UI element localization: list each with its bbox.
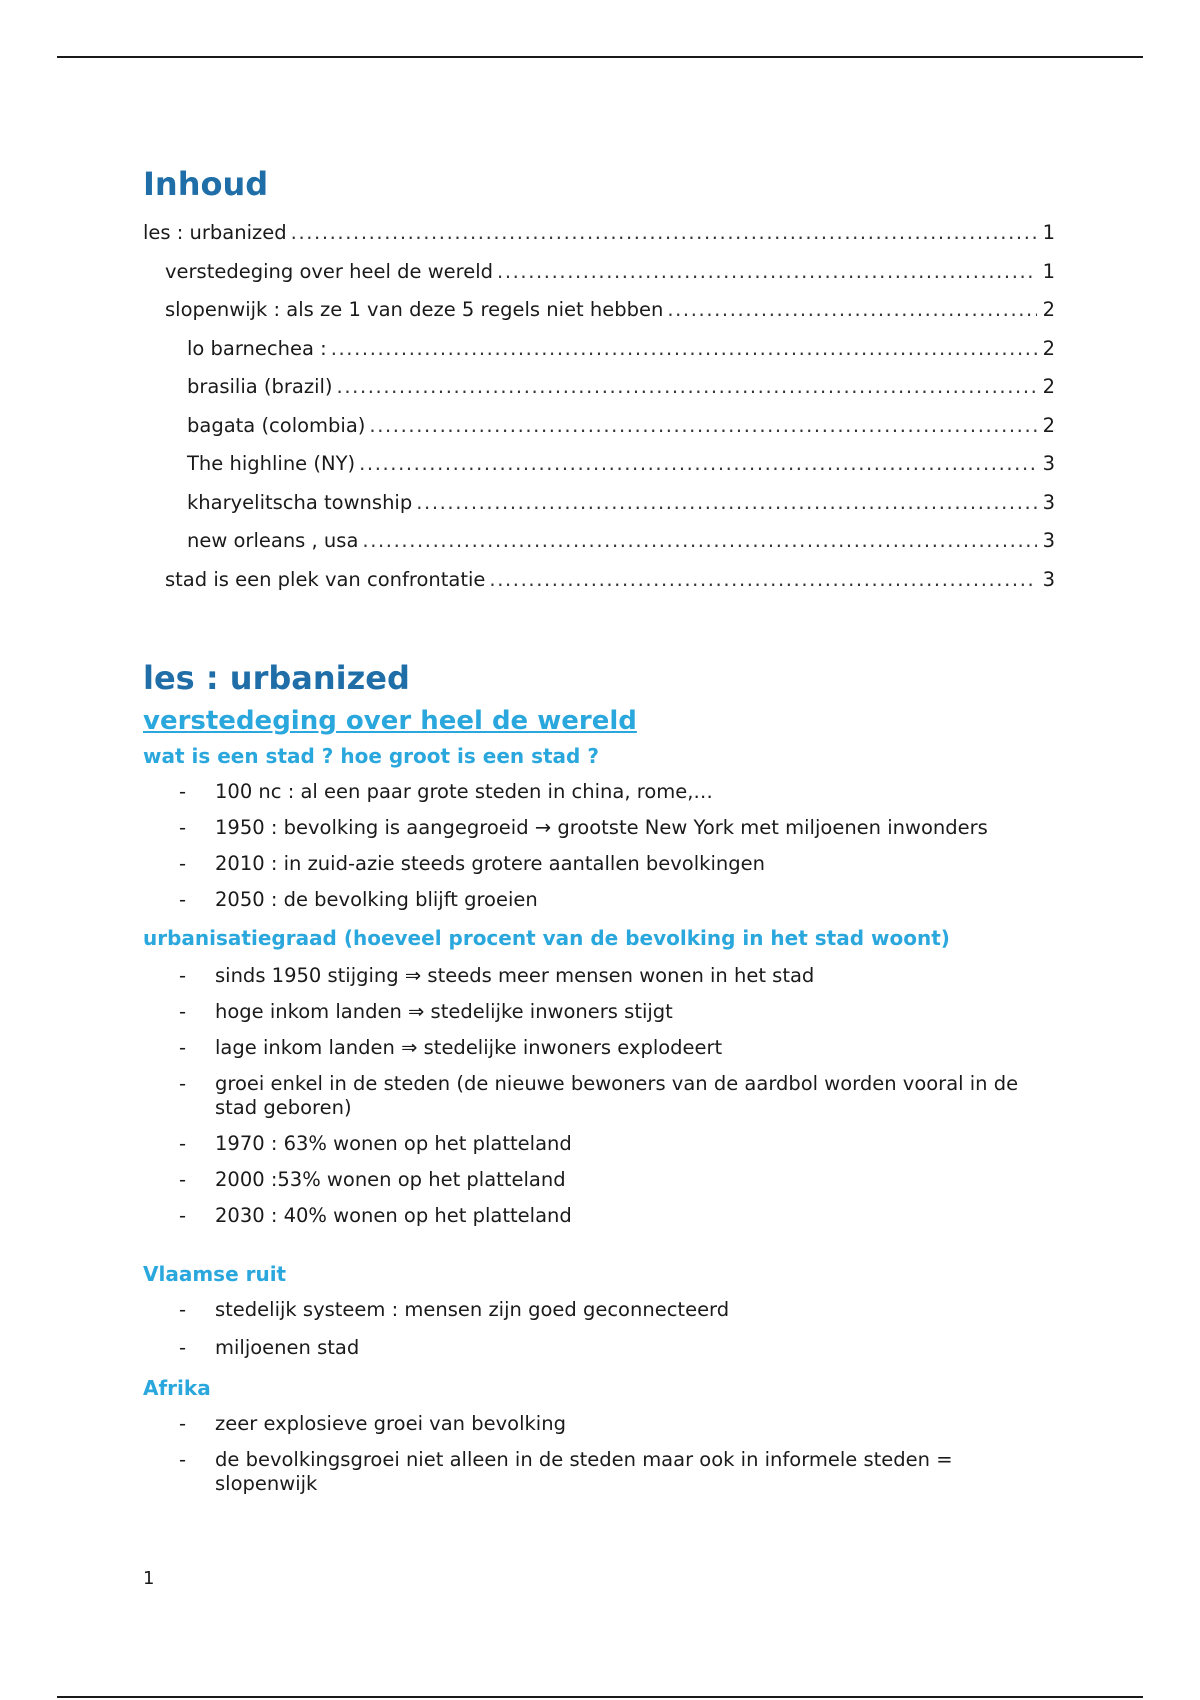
toc-entry-page: 3 — [1042, 529, 1055, 552]
toc-entry-page: 3 — [1042, 490, 1055, 514]
list-item: - 1970 : 63% wonen op het platteland — [143, 1132, 1055, 1156]
toc-entry-page: 2 — [1042, 336, 1055, 360]
bullet-list — [143, 1412, 1055, 1496]
toc-leader-dots — [291, 214, 1037, 253]
footer-rule — [57, 1696, 1143, 1698]
list-item: - stedelijk systeem : mensen zijn goed geconnecteerd — [143, 1298, 1055, 1322]
toc-entry-page: 1 — [1042, 221, 1055, 244]
toc-entry-page: 2 — [1042, 298, 1055, 321]
toc-entry[interactable] — [143, 368, 1055, 407]
list-item: - 2010 : in zuid-azie steeds grotere aantallen bevolkingen — [143, 852, 1055, 876]
toc-entry-page: 3 — [1042, 567, 1055, 591]
toc-leader-dots — [369, 407, 1037, 446]
toc-leader-dots — [489, 561, 1037, 600]
toc-leader-dots — [497, 253, 1037, 292]
heading-verstedeging: verstedeging over heel de wereld — [143, 706, 637, 736]
toc-entry[interactable] — [143, 522, 1055, 561]
toc-entry-page: 2 — [1042, 375, 1055, 398]
toc-entry[interactable] — [143, 330, 1055, 369]
section-urbanisatiegraad — [143, 924, 1055, 1228]
toc-entry-label: new orleans , usa — [187, 529, 359, 552]
toc-entry-page: 2 — [1042, 413, 1055, 437]
bullet-list — [143, 1298, 1055, 1360]
toc-leader-dots — [416, 484, 1037, 523]
toc-leader-dots — [362, 522, 1037, 561]
toc-entry-page: 3 — [1042, 452, 1055, 475]
heading-les-urbanized: les : urbanized — [143, 659, 410, 697]
list-item: - hoge inkom landen ⇒ stedelijke inwoners stijgt — [143, 1000, 1055, 1024]
toc-leader-dots — [331, 330, 1037, 369]
toc-entry[interactable] — [143, 407, 1055, 446]
toc-entry-label: lo barnechea : — [187, 336, 327, 360]
list-item: - 2030 : 40% wonen op het platteland — [143, 1204, 1055, 1228]
list-item: - 100 nc : al een paar grote steden in china, rome,… — [143, 780, 1055, 804]
toc-entry[interactable] — [143, 214, 1055, 253]
toc-entry-label: les : urbanized — [143, 221, 287, 244]
section-afrika — [143, 1374, 1055, 1496]
toc-entry-label: stad is een plek van confrontatie — [165, 567, 486, 591]
header-rule — [57, 56, 1143, 58]
list-item: - lage inkom landen ⇒ stedelijke inwoners explodeert — [143, 1036, 1055, 1060]
list-item: - 2000 :53% wonen op het platteland — [143, 1168, 1055, 1192]
page-number: 1 — [143, 1568, 155, 1589]
toc-entry-label: bagata (colombia) — [187, 413, 366, 437]
list-item: - de bevolkingsgroei niet alleen in de steden maar ook in informele steden = slopenwijk — [143, 1448, 1055, 1496]
section-heading: Afrika — [143, 1376, 211, 1400]
toc-entry[interactable] — [143, 291, 1055, 330]
toc-entry-label: verstedeging over heel de wereld — [165, 259, 494, 283]
section-heading: wat is een stad ? hoe groot is een stad ? — [143, 744, 599, 768]
toc-entry[interactable] — [143, 561, 1055, 600]
toc-leader-dots — [359, 445, 1037, 484]
toc-entry-page: 1 — [1042, 259, 1055, 283]
list-item: - 2050 : de bevolking blijft groeien — [143, 888, 1055, 912]
bullet-list — [143, 780, 1055, 912]
list-item: - groei enkel in de steden (de nieuwe bewoners van de aardbol worden vooral in de stad geboren) — [143, 1072, 1055, 1120]
list-item: - miljoenen stad — [143, 1336, 1055, 1360]
toc-entry[interactable] — [143, 253, 1055, 292]
section-vlaamse-ruit — [143, 1260, 1055, 1360]
toc-entry[interactable] — [143, 445, 1055, 484]
toc-title: Inhoud — [143, 165, 269, 203]
bullet-list — [143, 964, 1055, 1228]
page-content — [143, 164, 1055, 1495]
toc-leader-dots — [667, 291, 1037, 330]
section-heading: Vlaamse ruit — [143, 1262, 287, 1286]
list-item: - sinds 1950 stijging ⇒ steeds meer mensen wonen in het stad — [143, 964, 1055, 988]
toc-entry-label: slopenwijk : als ze 1 van deze 5 regels niet hebben — [165, 298, 664, 321]
toc-entry-label: brasilia (brazil) — [187, 375, 333, 398]
list-item: - 1950 : bevolking is aangegroeid → grootste New York met miljoenen inwonders — [143, 816, 1055, 840]
list-item: - zeer explosieve groei van bevolking — [143, 1412, 1055, 1436]
toc-entry-label: The highline (NY) — [187, 452, 356, 475]
toc-entry-label: kharyelitscha township — [187, 490, 413, 514]
table-of-contents — [143, 214, 1055, 599]
toc-leader-dots — [337, 368, 1037, 407]
section-wat-is-een-stad — [143, 742, 1055, 912]
toc-entry[interactable] — [143, 484, 1055, 523]
section-heading: urbanisatiegraad (hoeveel procent van de bevolking in het stad woont) — [143, 926, 950, 950]
